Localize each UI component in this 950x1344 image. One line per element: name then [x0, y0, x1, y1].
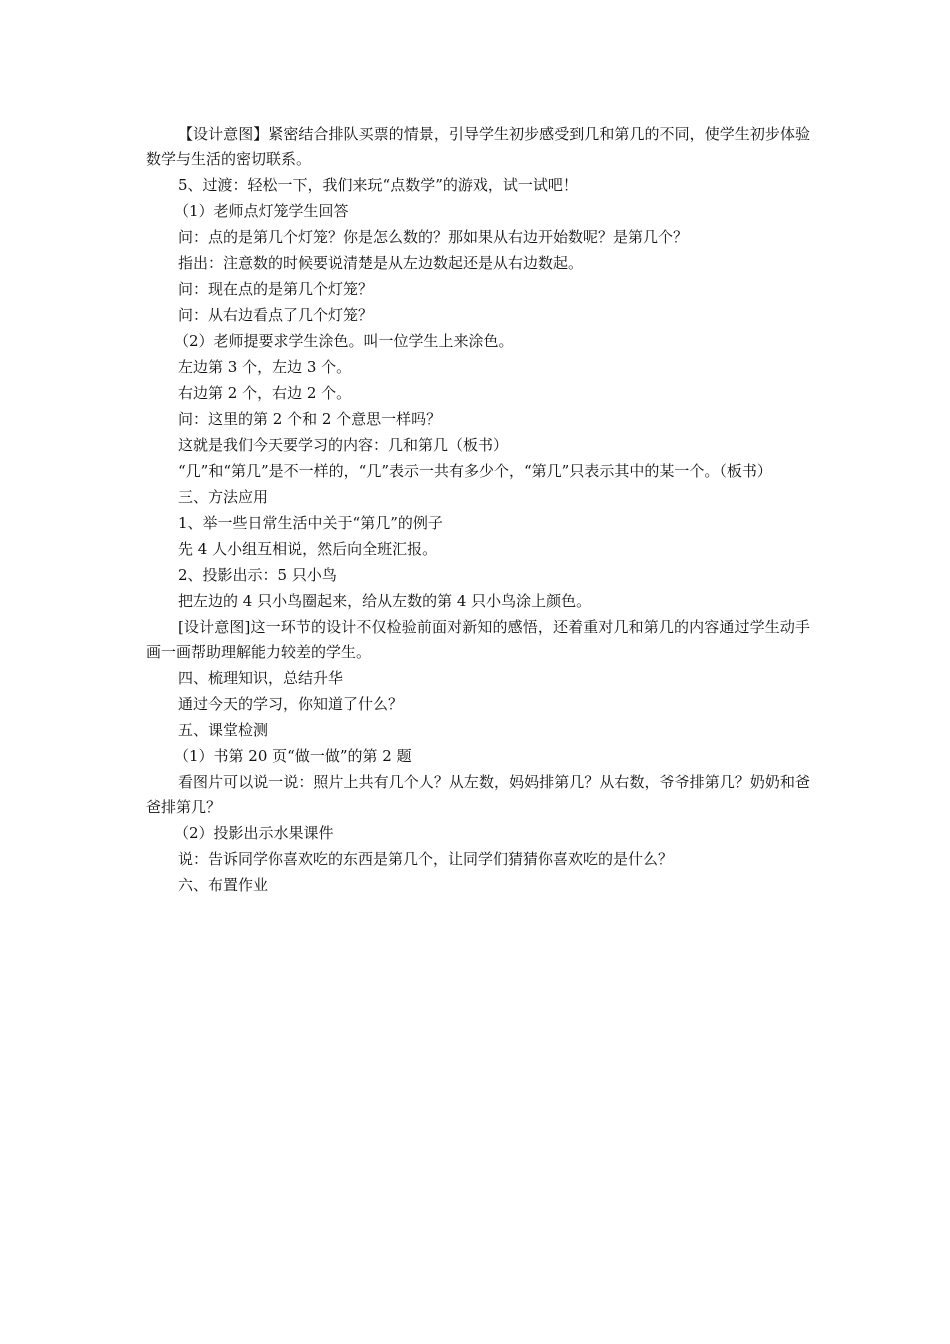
- section-heading-summary: 四、梳理知识，总结升华: [178, 669, 344, 687]
- paragraph-circle-birds: 把左边的 4 只小鸟圈起来，给从左数的第 4 只小鸟涂上颜色。: [178, 592, 592, 610]
- paragraph-question-lantern: 问：点的是第几个灯笼？你是怎么数的？那如果从右边开始数呢？是第几个？: [178, 228, 689, 246]
- section-heading-check: 五、课堂检测: [178, 721, 269, 739]
- paragraph-transition: 5、过渡：轻松一下，我们来玩“点数学”的游戏，试一试吧！: [178, 176, 578, 194]
- paragraph-question-same: 问：这里的第 2 个和 2 个意思一样吗？: [178, 410, 442, 428]
- paragraph-step-1: （1）老师点灯笼学生回答: [174, 202, 349, 220]
- paragraph-left-third: 左边第 3 个，左边 3 个。: [178, 358, 352, 376]
- paragraph-examples: 1、举一些日常生活中关于“第几”的例子: [178, 514, 443, 532]
- paragraph-point-out: 指出：注意数的时候要说清楚是从左边数起还是从右边数起。: [178, 254, 584, 272]
- section-heading-method: 三、方法应用: [178, 488, 269, 506]
- paragraph-fruit-courseware: （2）投影出示水果课件: [174, 824, 334, 842]
- paragraph-question-right: 问：从右边看点了几个灯笼？: [178, 306, 374, 324]
- paragraph-step-2: （2）老师提要求学生涂色。叫一位学生上来涂色。: [174, 332, 514, 350]
- paragraph-projection-birds: 2、投影出示：5 只小鸟: [178, 566, 337, 584]
- paragraph-what-learned: 通过今天的学习，你知道了什么？: [178, 695, 404, 713]
- paragraph-topic: 这就是我们今天要学习的内容：几和第几（板书）: [178, 436, 509, 454]
- paragraph-design-intent-1: 【设计意图】紧密结合排队买票的情景，引导学生初步感受到几和第几的不同，使学生初步体验数学与生活的密切联系。: [146, 125, 810, 168]
- document-body: [146, 122, 810, 899]
- paragraph-design-intent-2: [设计意图]这一环节的设计不仅检验前面对新知的感悟，还着重对几和第几的内容通过学生动手画一画帮助理解能力较差的学生。: [146, 618, 810, 661]
- paragraph-definition: “几”和“第几”是不一样的，“几”表示一共有多少个，“第几”只表示其中的某一个。（板书）: [178, 462, 772, 480]
- paragraph-right-second: 右边第 2 个，右边 2 个。: [178, 384, 352, 402]
- section-heading-homework: 六、布置作业: [178, 876, 269, 894]
- paragraph-guess-fruit: 说：告诉同学你喜欢吃的东西是第几个，让同学们猜猜你喜欢吃的是什么？: [178, 850, 674, 868]
- paragraph-photo-question: 看图片可以说一说：照片上共有几个人？从左数，妈妈排第几？从右数，爷爷排第几？奶奶和爸爸排第几？: [146, 773, 810, 816]
- paragraph-question-current: 问：现在点的是第几个灯笼？: [178, 280, 374, 298]
- paragraph-group-talk: 先 4 人小组互相说，然后向全班汇报。: [178, 540, 438, 558]
- paragraph-book-exercise: （1）书第 20 页“做一做”的第 2 题: [174, 747, 412, 765]
